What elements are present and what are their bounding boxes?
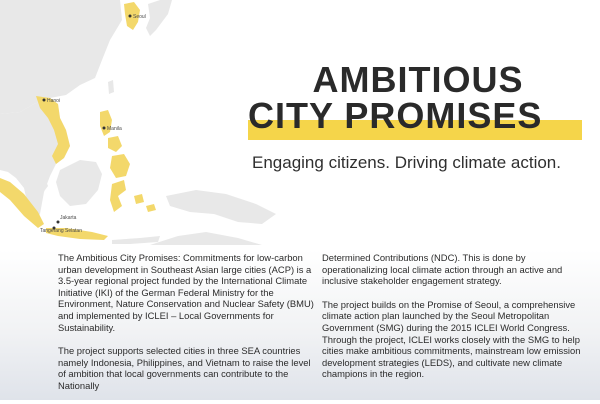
title-line-2: CITY PROMISES: [248, 95, 543, 136]
body-paragraph: Determined Contributions (NDC). This is done by operationalizing local climate action through an active and inclusive stakeholder engagement strategy.: [322, 252, 563, 287]
map-marker-manila: [103, 127, 106, 130]
body-paragraph: The project supports selected cities in three SEA countries namely Indonesia, Philippines, and Vietnam to raise the level of ambition that local governments can contribute to the Nationally: [58, 345, 311, 391]
map-land-new-guinea: [166, 190, 276, 224]
map-land-maluku: [134, 194, 156, 212]
map-land-taiwan: [108, 80, 114, 94]
map-label-jakarta: Jakarta: [60, 215, 77, 221]
map-marker-seoul: [129, 15, 132, 18]
southeast-asia-map: [0, 0, 290, 245]
map-label-manila: Manila: [107, 126, 122, 132]
body-paragraph: The project builds on the Promise of Seoul, a comprehensive climate action plan launched by the Seoul Metropolitan Government (SMG) during the 2015 ICLEI World Congress. Through the project, ICLEI works closely with the SMG to help cities make ambitious commitments, mainstream low emission development strategies (LEDS), and cultivate new climate champions in the region.: [322, 298, 581, 380]
map-land-timor: [112, 236, 160, 244]
title-block: [248, 59, 588, 136]
map-label-hanoi: Hanoi: [47, 98, 61, 104]
map-land-australia: [150, 232, 262, 245]
map-label-seoul: Seoul: [133, 14, 146, 20]
map-label-tangerang: Tangerang Selatan: [40, 228, 82, 234]
map-land-borneo: [56, 160, 102, 206]
title-line-1: AMBITIOUS: [312, 59, 524, 100]
map-land-china: [0, 0, 122, 114]
map-marker-hanoi: [43, 99, 46, 102]
map-land-philippines: [100, 110, 130, 178]
body-column-right: [322, 252, 587, 392]
body-column-left: [58, 252, 320, 404]
map-land-japan: [146, 0, 172, 36]
map-land-sulawesi: [110, 180, 126, 212]
body-paragraph: The Ambitious City Promises: Commitments for low-carbon urban development in Southeast Asian large cities (ACP) is a 3.5-year regional project funded by the International Climate Initiative (IKI) of the German Federal Ministry for the Environment, Nature Conservation and Nuclear Safety (BMU) and implemented by ICLEI – Local Governments for Sustainability.: [58, 252, 314, 333]
tagline: Engaging citizens. Driving climate action.: [252, 153, 561, 172]
